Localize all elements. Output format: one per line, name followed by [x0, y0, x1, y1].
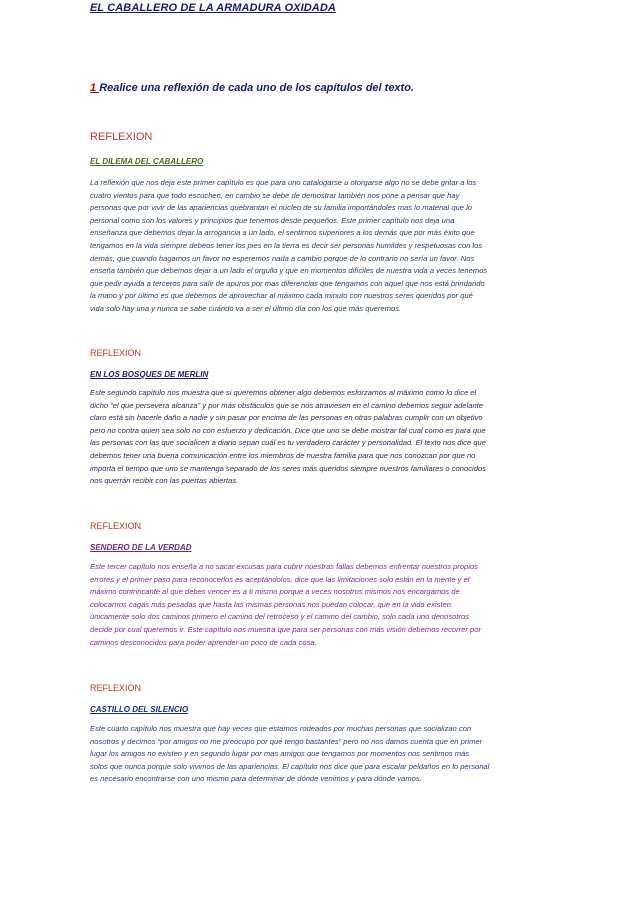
- section-4-line: es necesario encontrarse con uno mismo para determinar de dónde venimos y para dónde vamos.: [90, 774, 422, 784]
- section-1-line: la mano y por último es que debemos de aprovechar al máximo cada minuto con nuestros seres queridos por qué: [90, 291, 473, 301]
- section-1-line: tengamos en la vida siempre debeos tener los pies en la tierra es decir ser personas humildes y respetuosas con los: [90, 240, 483, 250]
- question-text: Realice una reflexión de cada uno de los capítulos del texto.: [99, 82, 414, 94]
- section-2-line: claro está sin hacerle daño a nadie y sin pasar por encima de las personas en otras palabras cumplir con un objetivo: [90, 413, 483, 423]
- section-2-line: importa el tiempo que uno se mantenga separado de los seres más queridos siempre nuestros familiares o conocidos: [90, 463, 486, 473]
- section-1-line: enseñanza que debemos dejar la arrogancia a un lado, el sentirnos superiores a los demás que por más éxito que: [90, 228, 475, 238]
- section-3-line: caminos desconocidos para poder aprender un poco de cada cosa.: [90, 637, 317, 647]
- section-2-line: nos querrán recibir con las puertas abiertas.: [90, 476, 239, 486]
- section-3-line: máximo contrincante al que debes vencer es a ti mismo porque a veces nosotros mismos nos encargamos de: [90, 587, 460, 597]
- section-2-line: Este segundo capítulo nos muestra que si queremos obtener algo debemos esforzarnos al máximo como lo dice el: [90, 388, 477, 397]
- section-2-body: [90, 387, 550, 488]
- section-2-line: las personas con las que socialicen a diario sepan cuál es tu verdadero carácter y personalidad. El texto nos dice que: [90, 438, 486, 448]
- question-number: 1: [90, 82, 100, 94]
- section-2-line: pero no contra quien sea solo no con esfuerzo y dedicación. Dice que uno se debe mostrar tal cual como es para que: [90, 425, 486, 435]
- section-4-line: solos que nunca porque solo vivimos de las apariencias. El capítulo nos dice que para escalar peldaños en lo personal: [90, 761, 490, 771]
- section-3-line: Este tercer capítulo nos enseña a no sacar excusas para cubrir nuestras fallas debemos enfrentar nuestros propios: [90, 562, 478, 571]
- section-1-line: personal como son los valores y principios que tenemos desde pequeños. Este primer capítulo nos deja una: [90, 215, 455, 225]
- section-3-line: colocarnos cagas más pesadas que hasta las mismas personas nos puedan colocar, que en la vida existen: [90, 599, 451, 609]
- section-4-line: nosotros y decimos “por amigos no me preocupo por qué tengo bastantes” pero no nos damos cuenta que en primer: [90, 736, 483, 746]
- section-1-line: que pedir ayuda a terceros para salir de apuros por mas diferencias que tengamos con aquel que nos está brindando: [90, 278, 485, 288]
- section-1-line: vida solo hay una y nunca se sabe cuándo va a ser el último día con los que más queremos.: [90, 303, 402, 313]
- section-1-line: enseña también que debemos dejar a un lado el orgullo y que en momentos difíciles de nuestra vida a veces tenemos: [90, 266, 488, 276]
- section-1-body: [90, 177, 550, 316]
- section-2-label: REFLEXION: [90, 348, 142, 358]
- section-2-line: dicho “el que persevera alcanza” y por más obstáculos que se nos atraviesen en el camino debemos seguir adelante: [90, 400, 483, 410]
- section-3-line: decide por cual queremos ir. Este capítulo nos muestra que para ser personas con más visión debemos recorrer por: [90, 624, 481, 634]
- section-3-line: únicamente solo dos caminos primero el camino del retroceso y el camino del cambio, solo cada uno denosotros: [90, 612, 470, 622]
- section-4-line: Este cuarto capítulo nos muestra que hay veces que estamos rodeados por muchas personas que socializan con: [90, 724, 472, 733]
- section-4-line: lugar los amigos no existen y en segundo lugar por mas amigos que tengamos por momentos nos sentimos más: [90, 749, 470, 759]
- section-2-title: EN LOS BOSQUES DE MERLIN: [90, 370, 209, 379]
- section-1-line: cuatro vientos para que todo escuchen, en cambio se debe de demostrar también nos pone a pensar que hay: [90, 190, 460, 200]
- document-title: EL CABALLERO DE LA ARMADURA OXIDADA: [90, 2, 336, 14]
- section-4-body: [90, 723, 550, 786]
- section-1-line: demás, que cuando hagamos un favor no esperemos nada a cambio porque de lo contrario no sería un favor. Nos: [90, 253, 475, 263]
- section-1-line: personas que por vivir de las apariencias quebrantan el núcleo de su familia importándoles mas lo material que lo: [90, 203, 473, 213]
- section-1-label: REFLEXION: [90, 131, 153, 143]
- section-2-line: debemos tener una buena comunicación entre los miembros de nuestra familia para que nos conozcan por que no: [90, 450, 476, 460]
- section-3-line: errores y el primer paso para reconocerlos es aceptándolos, dice que las limitaciones solo están en la mente y el: [90, 574, 470, 584]
- section-3-label: REFLEXION: [90, 521, 142, 531]
- section-4-title: CASTILLO DEL SILENCIO: [90, 705, 189, 714]
- section-3-body: [90, 561, 550, 649]
- section-4-label: REFLEXION: [90, 683, 142, 693]
- section-3-title: SENDERO DE LA VERDAD: [90, 543, 192, 552]
- question-heading: [90, 82, 414, 94]
- section-1-line: La reflexión que nos deja este primer capítulo es que para uno catalogarse u otorgarse algo no se debe gritar a los: [90, 178, 477, 187]
- section-1-title: EL DILEMA DEL CABALLERO: [90, 157, 204, 166]
